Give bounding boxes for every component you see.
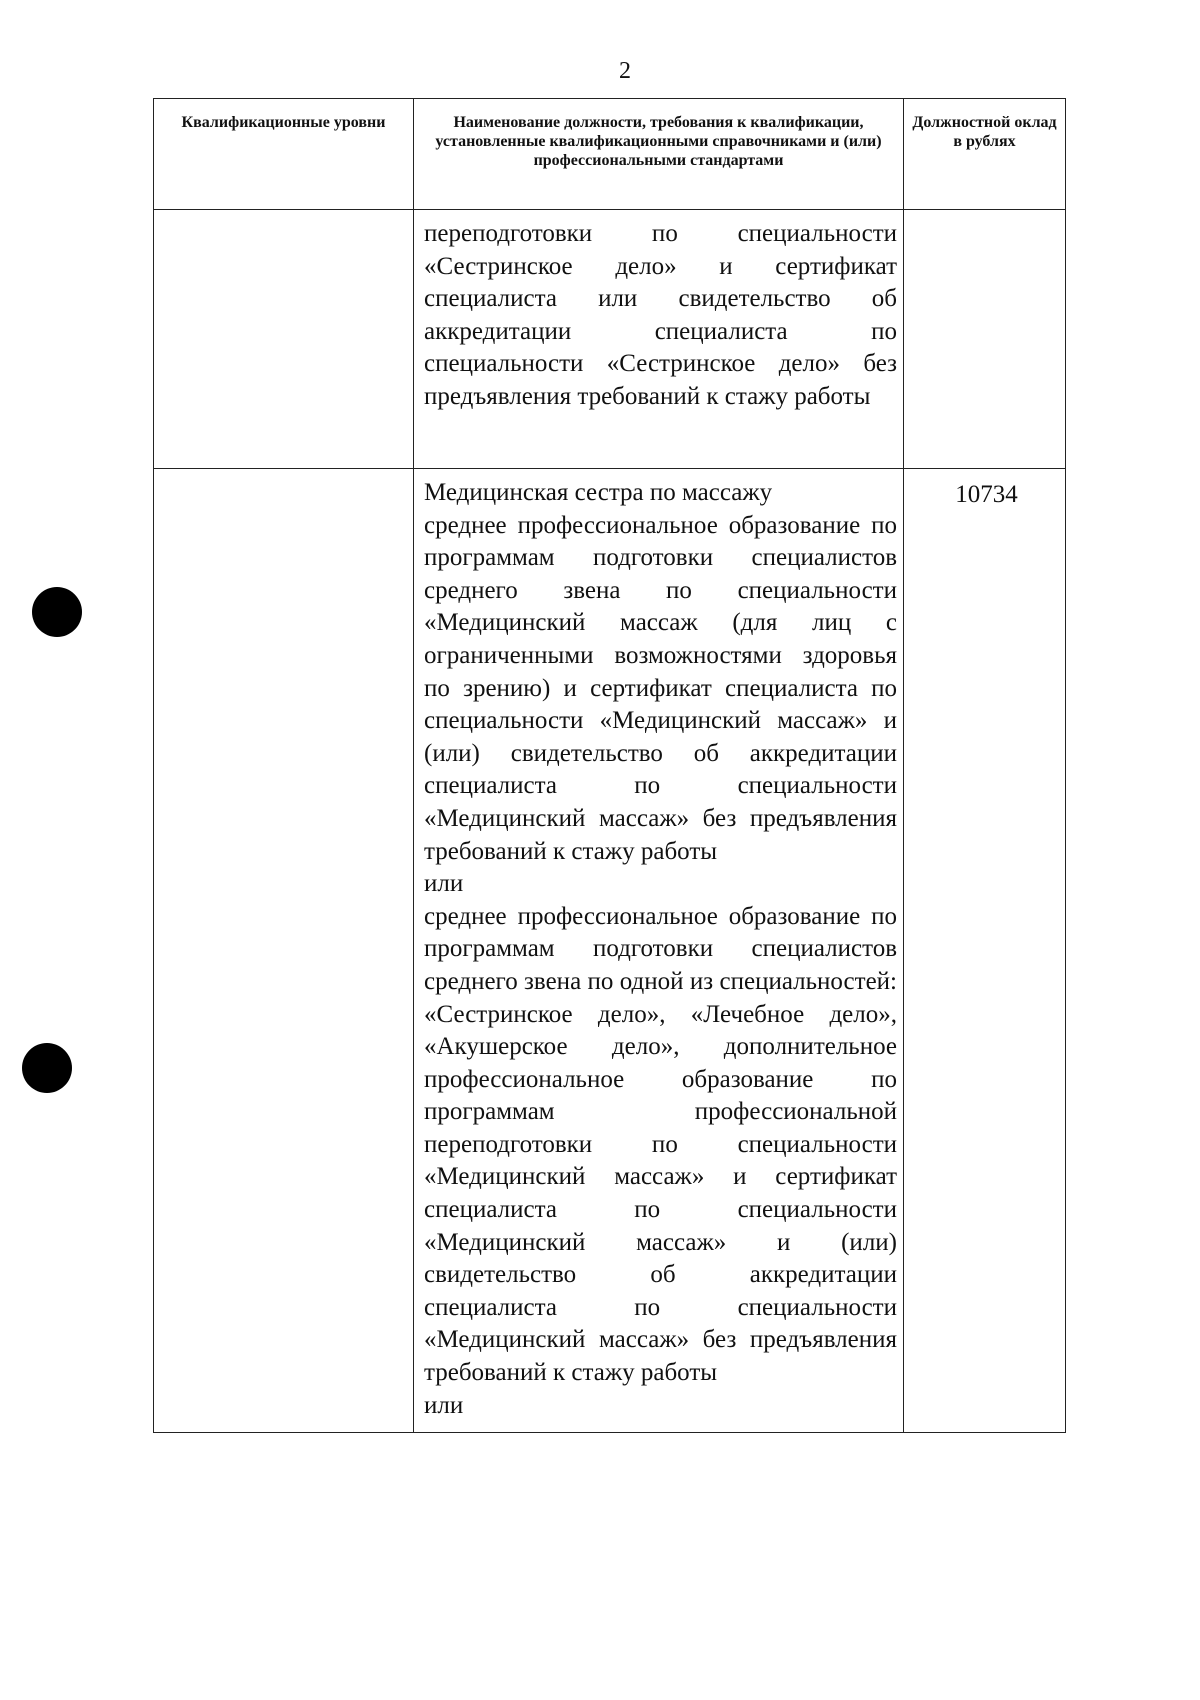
- requirements-or: или: [424, 1391, 464, 1419]
- qualification-table: [153, 98, 1066, 1433]
- page-number: 2: [619, 58, 631, 84]
- table-header-row: [154, 99, 1066, 210]
- header-qualification-levels: Квалификационные уровни: [154, 99, 414, 210]
- requirements-or: или: [424, 870, 464, 898]
- requirements-paragraph: переподготовки по специальности «Сестринское дело» и сертификат специалиста или свидетельство об аккредитации специалиста по специальности «Сестринское дело» без предъявления требований к стажу работы: [424, 220, 897, 410]
- cell-requirements: [414, 210, 904, 469]
- cell-level: [154, 210, 414, 469]
- cell-salary: 10734: [904, 469, 1066, 1433]
- cell-level: [154, 469, 414, 1433]
- header-salary: Должностной оклад в рублях: [904, 99, 1066, 210]
- requirements-paragraph: среднее профессиональное образование по программам подготовки специалистов среднего звена по специальности «Медицинский массаж (для лиц с ограниченными возможностями здоровья по зрению) и сертификат специалиста по специальности «Медицинский массаж» и (или) свидетельство об аккредитации специалиста по специальности «Медицинский массаж» без предъявления требований к стажу работы: [424, 511, 897, 865]
- punch-hole-mark: [22, 1043, 72, 1093]
- cell-salary: [904, 210, 1066, 469]
- position-title: Медицинская сестра по массажу: [424, 479, 773, 506]
- cell-requirements: [414, 469, 904, 1433]
- requirements-paragraph: среднее профессиональное образование по программам подготовки специалистов среднего звена по одной из специальностей: «Сестринское дело», «Лечебное дело», «Акушерское дело», дополнительное профессиональное образование по программам профессиональной переподготовки по специальности «Медицинский массаж» и сертификат специалиста по специальности «Медицинский массаж» и (или) свидетельство об аккредитации специалиста по специальности «Медицинский массаж» без предъявления требований к стажу работы: [424, 902, 897, 1387]
- table-row: [154, 469, 1066, 1433]
- table-row: [154, 210, 1066, 469]
- punch-hole-mark: [32, 587, 82, 637]
- header-position-requirements: Наименование должности, требования к квалификации, установленные квалификационными справочниками и (или) профессиональными стандартами: [414, 99, 904, 210]
